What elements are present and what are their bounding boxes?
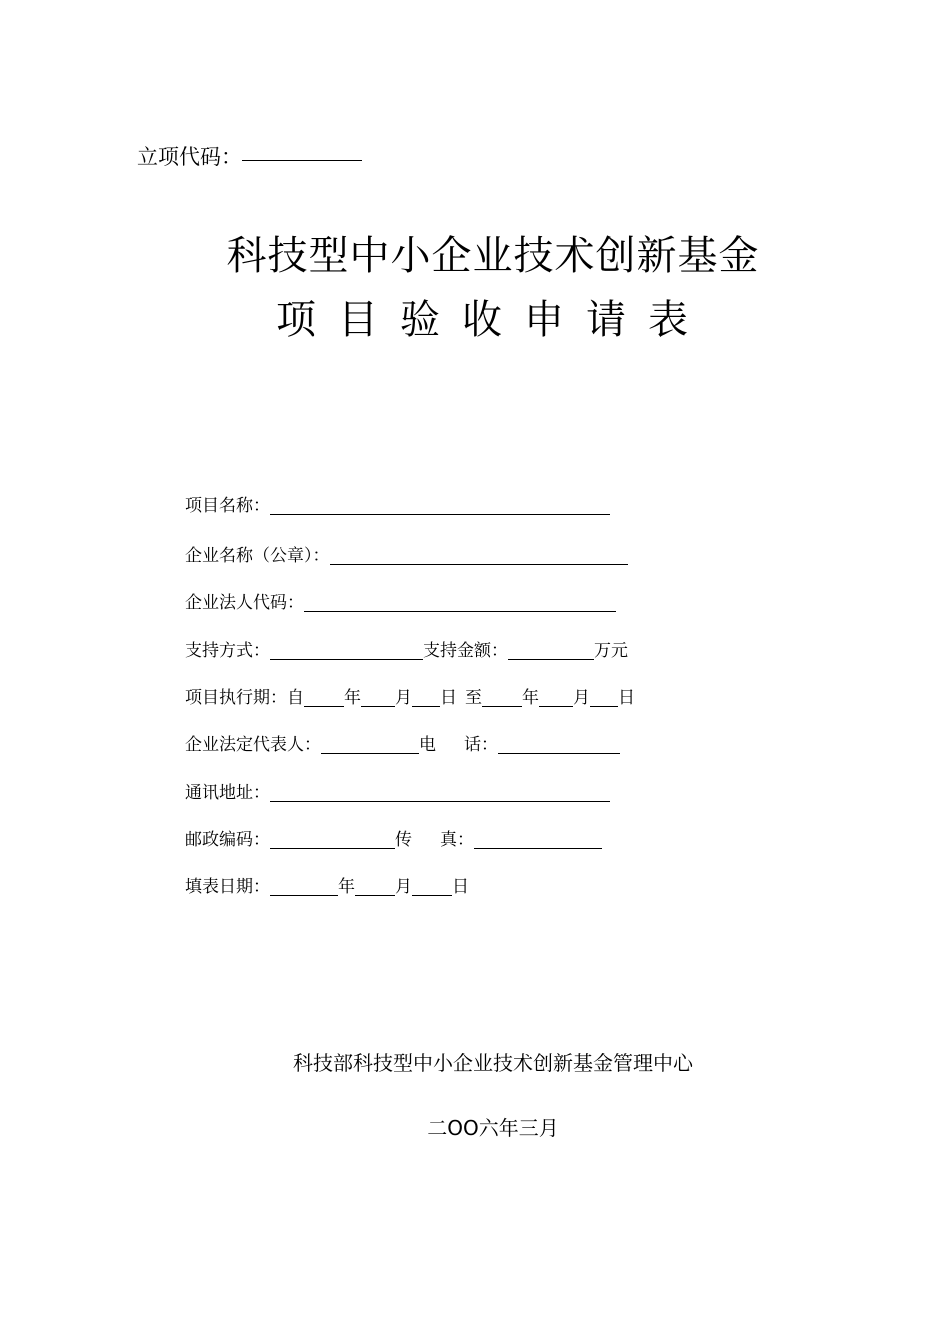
field-company-name bbox=[185, 544, 628, 568]
period-end-day-blank[interactable] bbox=[590, 688, 618, 707]
company-name-blank[interactable] bbox=[330, 546, 628, 565]
fill-date-month-unit: 月 bbox=[395, 877, 412, 897]
project-name-label: 项目名称： bbox=[185, 496, 270, 516]
field-legal-code bbox=[185, 591, 616, 615]
fill-date-day-blank[interactable] bbox=[412, 877, 452, 896]
project-name-blank[interactable] bbox=[270, 496, 610, 515]
field-project-name bbox=[185, 494, 610, 518]
period-end-month-unit: 月 bbox=[573, 688, 590, 708]
period-start-day-unit: 日 bbox=[440, 688, 457, 708]
field-address bbox=[185, 781, 610, 805]
field-fill-date bbox=[185, 875, 469, 899]
support-method-label: 支持方式： bbox=[185, 641, 270, 661]
phone-label-char2: 话： bbox=[464, 735, 498, 755]
amount-unit: 万元 bbox=[594, 641, 628, 661]
issue-date: 二OO六年三月 bbox=[427, 1116, 559, 1140]
field-postcode bbox=[185, 828, 602, 852]
period-end-year-unit: 年 bbox=[522, 688, 539, 708]
document-subtitle: 项目验收申请表 bbox=[276, 297, 710, 343]
phone-label-char1: 电 bbox=[419, 735, 436, 755]
project-code-blank[interactable] bbox=[242, 142, 362, 161]
support-amount-label: 支持金额： bbox=[423, 641, 508, 661]
legal-rep-label: 企业法定代表人： bbox=[185, 735, 321, 755]
period-end-year-blank[interactable] bbox=[482, 688, 522, 707]
fax-label-char1: 传 bbox=[395, 830, 412, 850]
fax-blank[interactable] bbox=[474, 830, 602, 849]
phone-blank[interactable] bbox=[498, 735, 620, 754]
address-label: 通讯地址： bbox=[185, 783, 270, 803]
issuing-organization: 科技部科技型中小企业技术创新基金管理中心 bbox=[293, 1051, 693, 1075]
field-legal-rep bbox=[185, 733, 620, 757]
period-start-month-unit: 月 bbox=[395, 688, 412, 708]
address-blank[interactable] bbox=[270, 783, 610, 802]
document-title: 科技型中小企业技术创新基金 bbox=[226, 233, 760, 279]
project-code-label: 立项代码： bbox=[137, 145, 242, 169]
fax-label-char2: 真： bbox=[440, 830, 474, 850]
period-start-month-blank[interactable] bbox=[361, 688, 395, 707]
postcode-label: 邮政编码： bbox=[185, 830, 270, 850]
field-period bbox=[185, 686, 635, 710]
fill-date-month-blank[interactable] bbox=[355, 877, 395, 896]
field-support bbox=[185, 639, 628, 663]
legal-code-label: 企业法人代码： bbox=[185, 593, 304, 613]
period-start-day-blank[interactable] bbox=[412, 688, 440, 707]
period-to: 至 bbox=[465, 688, 482, 708]
period-end-month-blank[interactable] bbox=[539, 688, 573, 707]
period-label: 项目执行期：自 bbox=[185, 688, 304, 708]
support-method-blank[interactable] bbox=[270, 641, 423, 660]
project-code-line bbox=[137, 142, 362, 171]
fill-date-year-blank[interactable] bbox=[270, 877, 338, 896]
postcode-blank[interactable] bbox=[270, 830, 395, 849]
period-start-year-unit: 年 bbox=[344, 688, 361, 708]
legal-code-blank[interactable] bbox=[304, 593, 616, 612]
fill-date-year-unit: 年 bbox=[338, 877, 355, 897]
support-amount-blank[interactable] bbox=[508, 641, 594, 660]
fill-date-label: 填表日期： bbox=[185, 877, 270, 897]
legal-rep-blank[interactable] bbox=[321, 735, 419, 754]
fill-date-day-unit: 日 bbox=[452, 877, 469, 897]
period-end-day-unit: 日 bbox=[618, 688, 635, 708]
period-start-year-blank[interactable] bbox=[304, 688, 344, 707]
company-name-label: 企业名称（公章）： bbox=[185, 546, 330, 566]
